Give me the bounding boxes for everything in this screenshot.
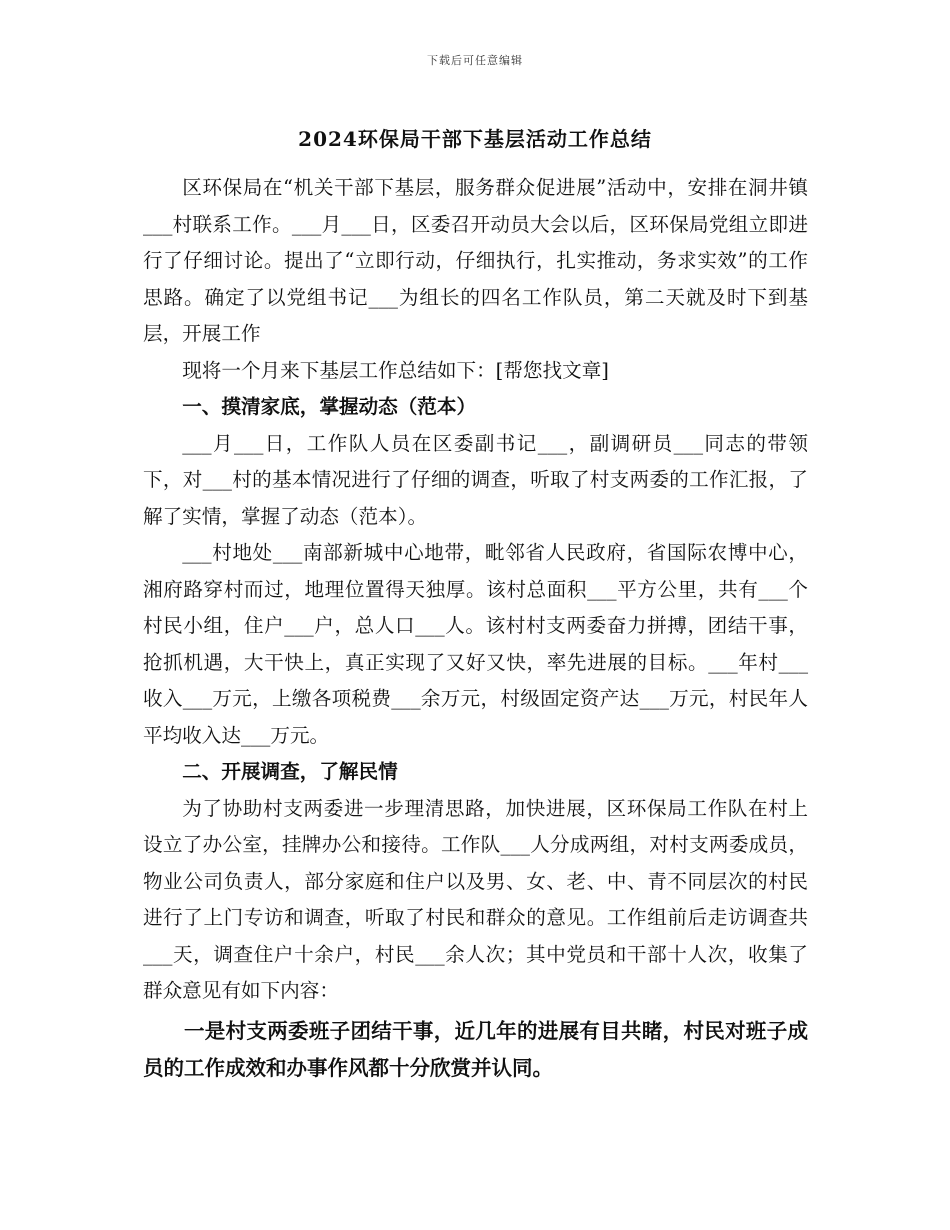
section-heading-1: 一、摸清家底，掌握动态（范本） xyxy=(182,395,477,418)
document-body xyxy=(143,170,808,1087)
paragraph-section2-a: 为了协助村支两委进一步理清思路，加快进展，区环保局工作队在村上设立了办公室，挂牌办公和接待。工作队___人分成两组，对村支两委成员，物业公司负责人，部分家庭和住户以及男、女、老、中、青不同层次的村民进行了上门专访和调查，听取了村民和群众的意见。工作组前后走访调查共___天，调查住户十余户，村民___余人次；其中党员和干部十人次，收集了群众意见有如下内容： xyxy=(143,796,808,1002)
header-note: 下载后可任意编辑 xyxy=(427,54,523,67)
paragraph-bold-point-1: 一是村支两委班子团结干事，近几年的进展有目共睹，村民对班子成员的工作成效和办事作风都十分欣赏并认同。 xyxy=(143,1018,808,1080)
paragraph-summary-lead: 现将一个月来下基层工作总结如下：[帮您找文章] xyxy=(182,358,609,382)
document-title: 2024环保局干部下基层活动工作总结 xyxy=(298,127,652,151)
paragraph-intro: 区环保局在“机关干部下基层，服务群众促进展”活动中，安排在洞井镇___村联系工作。___月___日，区委召开动员大会以后，区环保局党组立即进行了仔细讨论。提出了“立即行动，仔细执行，扎实推动，务求实效”的工作思路。确定了以党组书记___为组长的四名工作队员，第二天就及时下到基层，开展工作 xyxy=(143,176,808,345)
paragraph-section1-a: ___月___日，工作队人员在区委副书记___，副调研员___同志的带领下，对___村的基本情况进行了仔细的调查，听取了村支两委的工作汇报，了解了实情，掌握了动态（范本）。 xyxy=(143,431,808,528)
section-heading-2: 二、开展调查，了解民情 xyxy=(182,760,398,783)
paragraph-section1-b: ___村地处___南部新城中心地带，毗邻省人民政府，省国际农博中心，湘府路穿村而过，地理位置得天独厚。该村总面积___平方公里，共有___个村民小组，住户___户，总人口___人。该村村支两委奋力拼搏，团结干事，抢抓机遇，大干快上，真正实现了又好又快，率先进展的目标。___年村___收入___万元，上缴各项税费___余万元，村级固定资产达___万元，村民年人平均收入达___万元。 xyxy=(143,541,808,747)
